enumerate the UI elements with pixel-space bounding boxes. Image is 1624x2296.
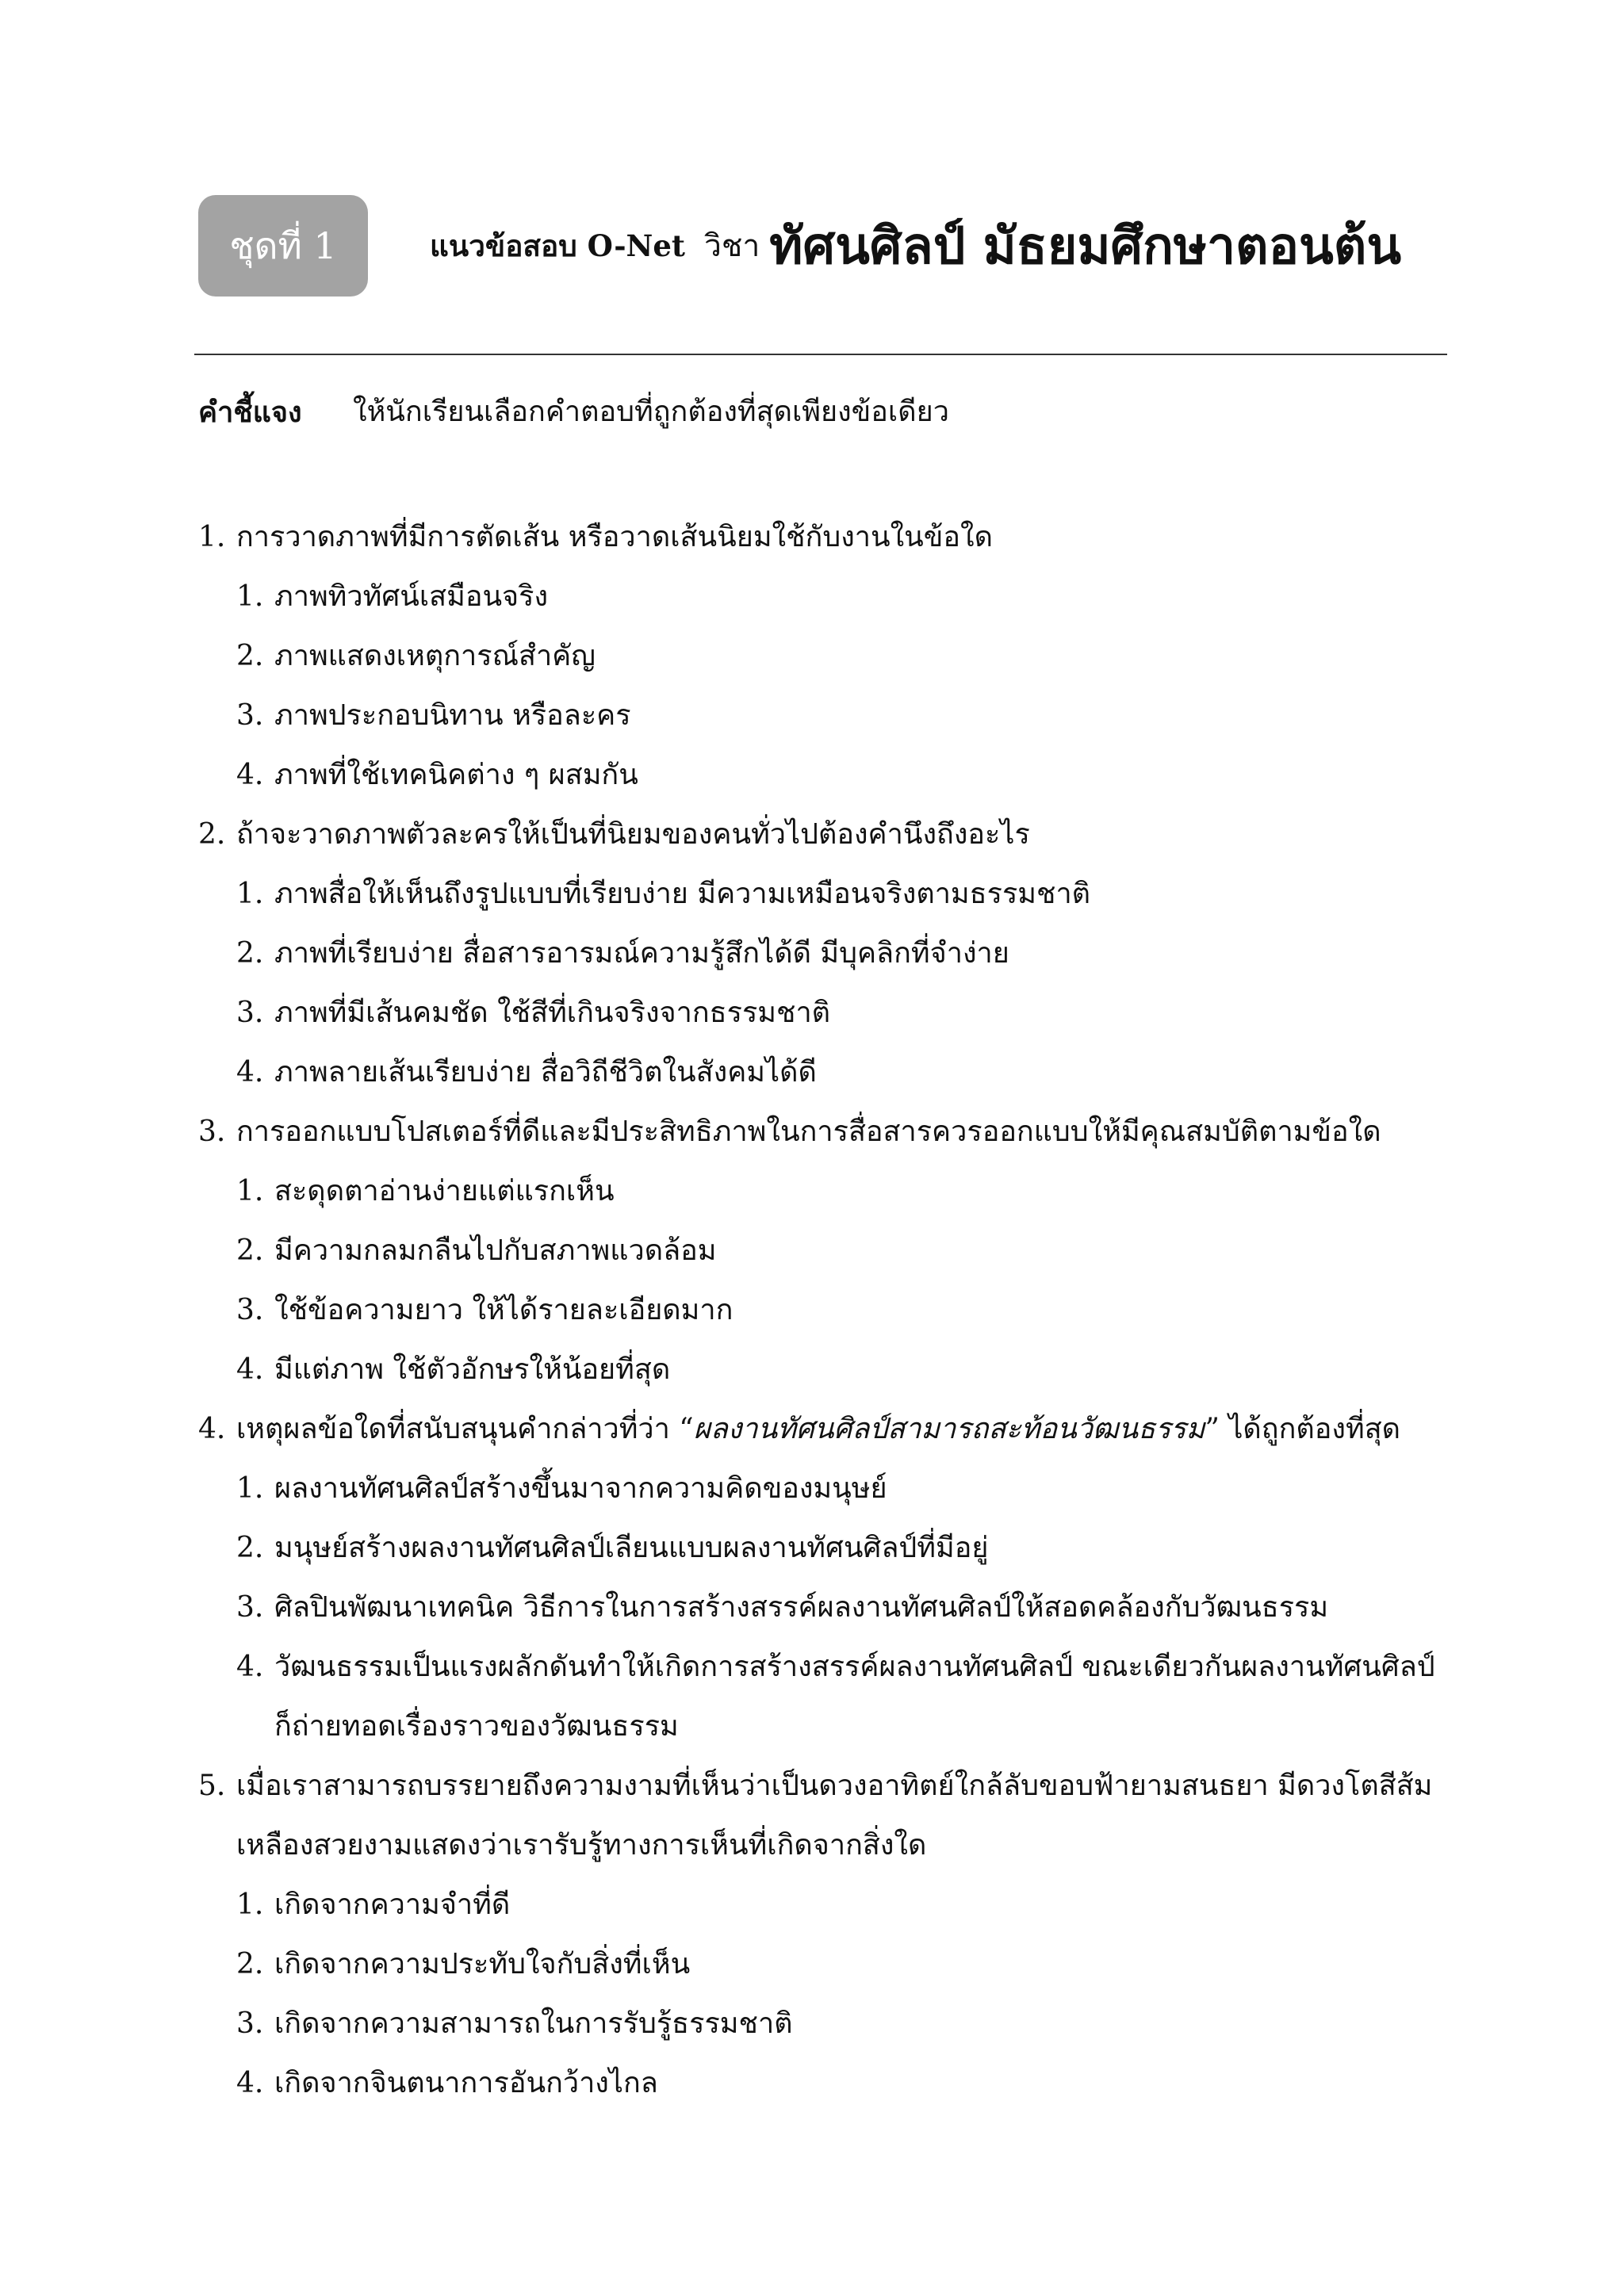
question-number: 5. bbox=[198, 1770, 226, 1802]
choice bbox=[198, 626, 1435, 686]
choice bbox=[198, 1161, 1435, 1221]
question-text-after: ” ได้ถูกต้องที่สุด bbox=[1205, 1413, 1401, 1445]
choice-text: ศิลปินพัฒนาเทคนิค วิธีการในการสร้างสรรค์ผลงานทัศนศิลป์ให้สอดคล้องกับวัฒนธรรม bbox=[274, 1591, 1329, 1624]
choice-text: ผลงานทัศนศิลป์สร้างขึ้นมาจากความคิดของมนุษย์ bbox=[274, 1472, 887, 1505]
choice bbox=[198, 2053, 1435, 2113]
question-text bbox=[236, 1399, 1435, 1459]
choice-number: 4. bbox=[236, 759, 264, 791]
choice-text: ภาพทิวทัศน์เสมือนจริง bbox=[274, 580, 549, 613]
choice-text: ภาพประกอบนิทาน หรือละคร bbox=[274, 699, 631, 732]
exam-title bbox=[430, 193, 1401, 298]
choice bbox=[198, 983, 1435, 1043]
choice-number: 3. bbox=[236, 1294, 264, 1326]
choice-number: 3. bbox=[236, 997, 264, 1029]
set-number-badge: ชุดที่ 1 bbox=[198, 195, 368, 297]
choice-text: วัฒนธรรมเป็นแรงผลักดันทำให้เกิดการสร้างสรรค์ผลงานทัศนศิลป์ ขณะเดียวกันผลงานทัศนศิลป์ก็ถ่ายทอดเรื่องราวของวัฒนธรรม bbox=[274, 1651, 1435, 1743]
choice-number: 4. bbox=[236, 1056, 264, 1089]
question-text: การออกแบบโปสเตอร์ที่ดีและมีประสิทธิภาพในการสื่อสารควรออกแบบให้มีคุณสมบัติตามข้อใด bbox=[236, 1115, 1381, 1148]
question-number: 1. bbox=[198, 521, 226, 553]
question-number: 4. bbox=[198, 1413, 226, 1445]
question-quote: ผลงานทัศนศิลป์สามารถสะท้อนวัฒนธรรม bbox=[693, 1413, 1205, 1445]
choice bbox=[198, 1875, 1435, 1934]
choice-number: 1. bbox=[236, 580, 264, 613]
choice-number: 1. bbox=[236, 1175, 264, 1207]
question-5 bbox=[198, 1756, 1435, 2113]
choice-text: มนุษย์สร้างผลงานทัศนศิลป์เลียนแบบผลงานทัศนศิลป์ที่มีอยู่ bbox=[274, 1532, 989, 1564]
choice-text: เกิดจากความประทับใจกับสิ่งที่เห็น bbox=[274, 1948, 691, 1980]
page-header bbox=[198, 193, 1443, 298]
choice-number: 3. bbox=[236, 1591, 264, 1624]
question-stem bbox=[198, 1756, 1435, 1875]
choice bbox=[198, 1221, 1435, 1280]
choice-number: 2. bbox=[236, 640, 264, 672]
question-stem bbox=[198, 805, 1435, 864]
title-prefix: แนวข้อสอบ O-Net bbox=[430, 228, 685, 263]
title-subject-label: วิชา bbox=[704, 228, 760, 264]
choice-text: ภาพที่เรียบง่าย สื่อสารอารมณ์ความรู้สึกได้ดี มีบุคลิกที่จำง่าย bbox=[274, 937, 1009, 970]
choice bbox=[198, 1459, 1435, 1518]
choice-number: 2. bbox=[236, 1948, 264, 1980]
question-text: ถ้าจะวาดภาพตัวละครให้เป็นที่นิยมของคนทั่วไปต้องคำนึงถึงอะไร bbox=[236, 818, 1030, 851]
question-1 bbox=[198, 507, 1435, 805]
choice-number: 2. bbox=[236, 1234, 264, 1267]
choice bbox=[198, 1280, 1435, 1340]
instruction-label: คำชี้แจง bbox=[198, 396, 302, 429]
choice-text: ภาพที่ใช้เทคนิคต่าง ๆ ผสมกัน bbox=[274, 759, 638, 791]
choice-text: สะดุดตาอ่านง่ายแต่แรกเห็น bbox=[274, 1175, 615, 1207]
choice-number: 2. bbox=[236, 1532, 264, 1564]
title-subject: ทัศนศิลป์ มัธยมศึกษาตอนต้น bbox=[769, 216, 1402, 276]
header-divider bbox=[194, 354, 1447, 355]
question-stem bbox=[198, 1102, 1435, 1161]
choice-text: มีแต่ภาพ ใช้ตัวอักษรให้น้อยที่สุด bbox=[274, 1353, 671, 1386]
question-text: การวาดภาพที่มีการตัดเส้น หรือวาดเส้นนิยมใช้กับงานในข้อใด bbox=[236, 521, 993, 553]
choice bbox=[198, 1934, 1435, 1994]
question-3 bbox=[198, 1102, 1435, 1399]
choice-number: 1. bbox=[236, 1888, 264, 1921]
instruction-text: ให้นักเรียนเลือกคำตอบที่ถูกต้องที่สุดเพียงข้อเดียว bbox=[353, 396, 949, 428]
choice bbox=[198, 1994, 1435, 2053]
choice-number: 2. bbox=[236, 937, 264, 970]
question-text-before: เหตุผลข้อใดที่สนับสนุนคำกล่าวที่ว่า “ bbox=[236, 1413, 694, 1445]
choice-text: เกิดจากจินตนาการอันกว้างไกล bbox=[274, 2067, 658, 2099]
question-4 bbox=[198, 1399, 1435, 1756]
choice bbox=[198, 686, 1435, 745]
choice-number: 4. bbox=[236, 1651, 264, 1683]
question-text: เมื่อเราสามารถบรรยายถึงความงามที่เห็นว่าเป็นดวงอาทิตย์ใกล้ลับขอบฟ้ายามสนธยา มีดวงโตสีส้มเหลืองสวยงามแสดงว่าเรารับรู้ทางการเห็นที่เกิดจากสิ่งใด bbox=[236, 1770, 1433, 1862]
choice bbox=[198, 745, 1435, 805]
question-stem bbox=[198, 507, 1435, 567]
choice-text: มีความกลมกลืนไปกับสภาพแวดล้อม bbox=[274, 1234, 717, 1267]
question-stem bbox=[198, 1399, 1435, 1459]
choice bbox=[198, 924, 1435, 983]
choice-text: ภาพแสดงเหตุการณ์สำคัญ bbox=[274, 640, 596, 672]
choice-number: 1. bbox=[236, 1472, 264, 1505]
choice-number: 1. bbox=[236, 878, 264, 910]
choice bbox=[198, 864, 1435, 924]
question-number: 3. bbox=[198, 1115, 226, 1148]
choice-number: 4. bbox=[236, 1353, 264, 1386]
choice-text: ภาพสื่อให้เห็นถึงรูปแบบที่เรียบง่าย มีความเหมือนจริงตามธรรมชาติ bbox=[274, 878, 1091, 910]
choice bbox=[198, 1578, 1435, 1637]
choice bbox=[198, 1637, 1435, 1756]
choice-number: 3. bbox=[236, 2007, 264, 2040]
choice-text: ใช้ข้อความยาว ให้ได้รายละเอียดมาก bbox=[274, 1294, 733, 1326]
question-2 bbox=[198, 805, 1435, 1102]
question-list bbox=[198, 507, 1435, 2113]
choice bbox=[198, 1340, 1435, 1399]
choice bbox=[198, 1043, 1435, 1102]
choice-text: ภาพลายเส้นเรียบง่าย สื่อวิถีชีวิตในสังคมได้ดี bbox=[274, 1056, 817, 1089]
choice bbox=[198, 567, 1435, 626]
choice-text: เกิดจากความสามารถในการรับรู้ธรรมชาติ bbox=[274, 2007, 793, 2040]
choice-text: เกิดจากความจำที่ดี bbox=[274, 1888, 511, 1921]
question-number: 2. bbox=[198, 818, 226, 851]
choice-text: ภาพที่มีเส้นคมชัด ใช้สีที่เกินจริงจากธรรมชาติ bbox=[274, 997, 831, 1029]
choice-number: 3. bbox=[236, 699, 264, 732]
choice-number: 4. bbox=[236, 2067, 264, 2099]
instruction bbox=[198, 390, 949, 434]
choice bbox=[198, 1518, 1435, 1578]
